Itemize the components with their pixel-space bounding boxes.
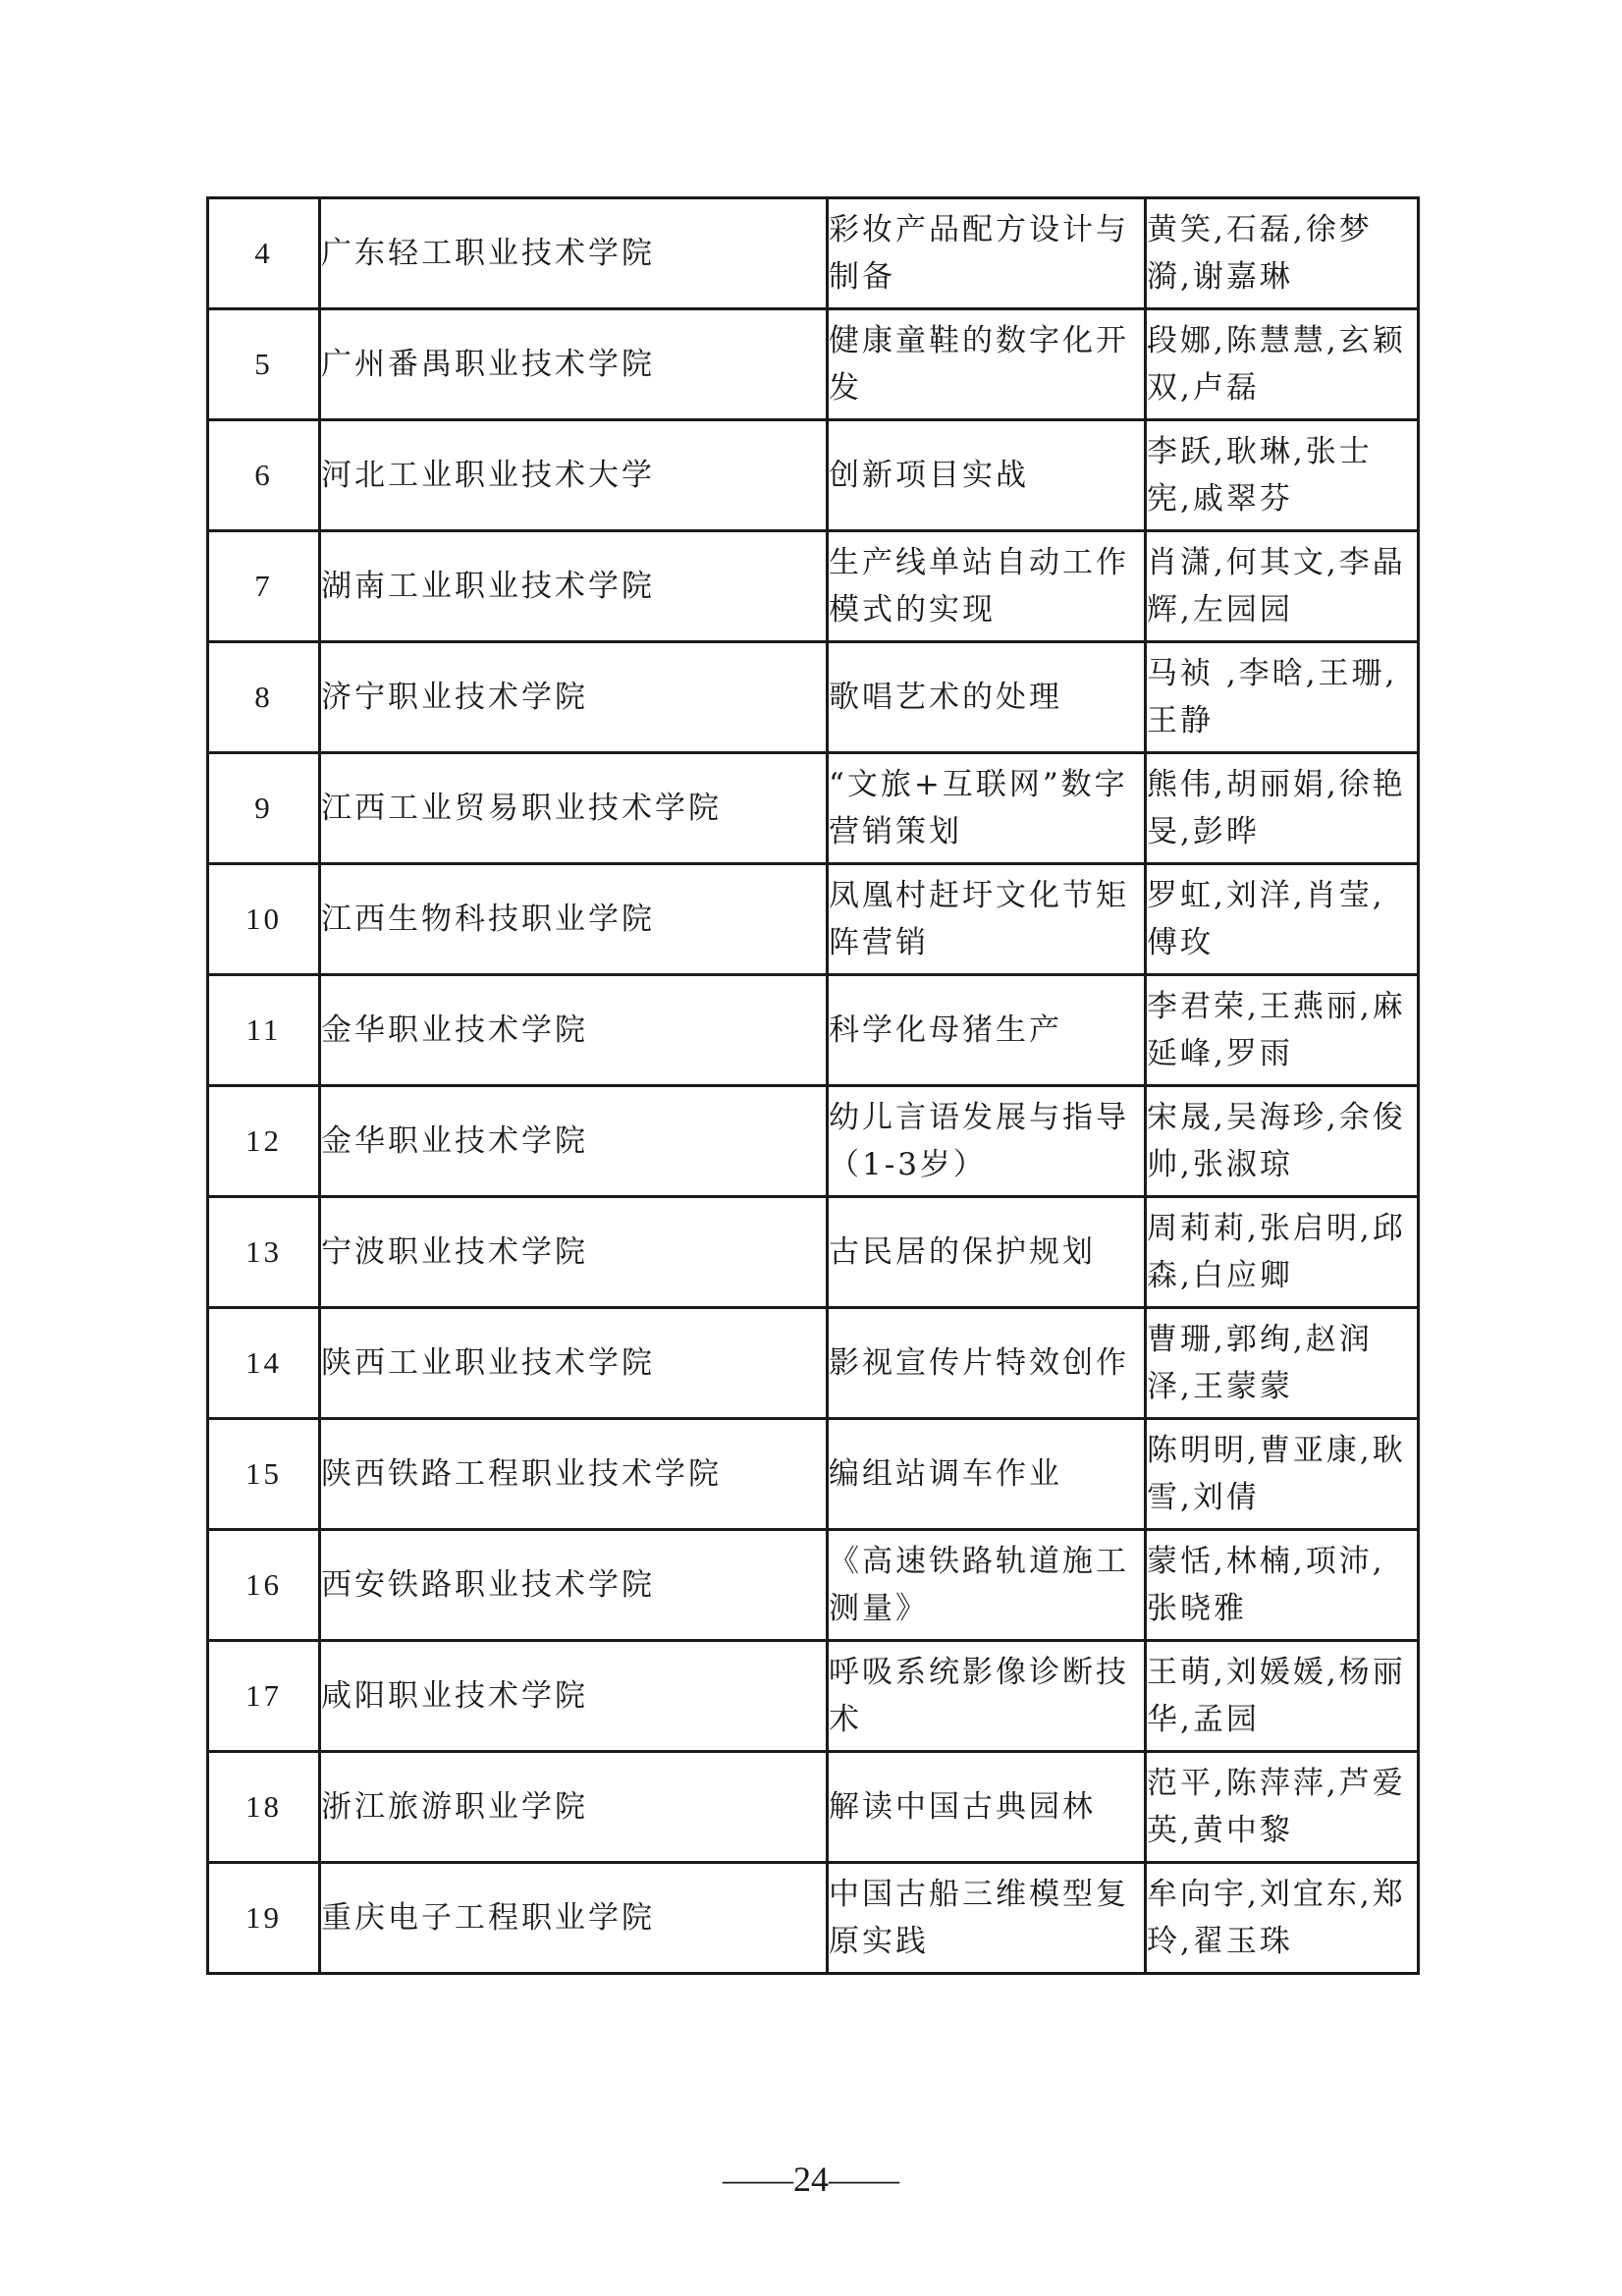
project-name: 生产线单站自动工作模式的实现 <box>829 545 1129 628</box>
project-name: 古民居的保护规划 <box>829 1234 1096 1270</box>
team-members: 熊伟,胡丽娟,徐艳旻,彭晔 <box>1147 767 1406 849</box>
project-name-cell <box>828 1308 1146 1419</box>
table-row <box>208 753 1419 864</box>
school-name: 金华职业技术学院 <box>321 1123 588 1159</box>
project-name-cell <box>828 975 1146 1086</box>
table-row <box>208 642 1419 753</box>
row-number-cell <box>208 975 320 1086</box>
team-members: 曹珊,郭绚,赵润泽,王蒙蒙 <box>1147 1322 1373 1404</box>
project-name-cell <box>828 309 1146 420</box>
school-name-cell <box>320 1419 828 1530</box>
row-number-cell <box>208 1086 320 1197</box>
project-name: 歌唱艺术的处理 <box>829 680 1062 715</box>
team-members: 罗虹,刘洋,肖莹,傅玫 <box>1147 878 1385 960</box>
team-members-cell <box>1146 1197 1419 1308</box>
team-members: 肖潇,何其文,李晶辉,左园园 <box>1147 545 1406 628</box>
project-name: 健康童鞋的数字化开发 <box>829 323 1129 406</box>
school-name: 河北工业职业技术大学 <box>321 458 655 493</box>
school-name-cell <box>320 1197 828 1308</box>
row-number-cell <box>208 198 320 309</box>
school-name-cell <box>320 1308 828 1419</box>
team-members-cell <box>1146 753 1419 864</box>
project-name: 创新项目实战 <box>829 458 1029 493</box>
row-number-cell <box>208 420 320 531</box>
row-number: 14 <box>245 1345 282 1380</box>
project-name: “文旅+互联网”数字营销策划 <box>829 767 1128 849</box>
school-name: 重庆电子工程职业学院 <box>321 1900 655 1936</box>
project-name-cell <box>828 1752 1146 1863</box>
school-name-cell <box>320 309 828 420</box>
school-name: 广州番禺职业技术学院 <box>321 347 655 382</box>
row-number: 8 <box>254 680 273 714</box>
school-name: 金华职业技术学院 <box>321 1012 588 1048</box>
row-number-cell <box>208 1863 320 1974</box>
project-name: 《高速铁路轨道施工测量》 <box>829 1544 1129 1626</box>
row-number-cell <box>208 309 320 420</box>
row-number: 16 <box>245 1567 282 1602</box>
school-name: 陕西工业职业技术学院 <box>321 1345 655 1381</box>
project-name-cell <box>828 1419 1146 1530</box>
school-name-cell <box>320 975 828 1086</box>
project-name: 科学化母猪生产 <box>829 1012 1062 1048</box>
team-members: 陈明明,曹亚康,耿雪,刘倩 <box>1147 1433 1406 1515</box>
school-name-cell <box>320 531 828 642</box>
row-number: 9 <box>254 791 273 825</box>
school-name: 陕西铁路工程职业技术学院 <box>321 1456 722 1492</box>
school-name-cell <box>320 753 828 864</box>
table-row <box>208 1641 1419 1752</box>
project-name: 编组站调车作业 <box>829 1456 1062 1492</box>
school-name: 浙江旅游职业学院 <box>321 1789 588 1825</box>
row-number: 12 <box>245 1123 282 1158</box>
team-members: 宋晟,吴海珍,余俊帅,张淑琼 <box>1147 1100 1406 1182</box>
row-number-cell <box>208 1197 320 1308</box>
school-name-cell <box>320 1641 828 1752</box>
team-members-cell <box>1146 531 1419 642</box>
project-name-cell <box>828 1863 1146 1974</box>
school-name: 咸阳职业技术学院 <box>321 1678 588 1714</box>
school-name-cell <box>320 864 828 975</box>
table-row <box>208 1197 1419 1308</box>
table-row <box>208 1752 1419 1863</box>
table-row <box>208 1086 1419 1197</box>
table-row <box>208 1308 1419 1419</box>
row-number-cell <box>208 864 320 975</box>
team-members-cell <box>1146 198 1419 309</box>
team-members: 王萌,刘媛媛,杨丽华,孟园 <box>1147 1655 1406 1737</box>
row-number-cell <box>208 531 320 642</box>
table-row <box>208 420 1419 531</box>
school-name: 江西生物科技职业学院 <box>321 902 655 937</box>
project-name: 幼儿言语发展与指导（1-3岁） <box>829 1100 1129 1182</box>
school-name-cell <box>320 1863 828 1974</box>
table-row <box>208 1419 1419 1530</box>
row-number-cell <box>208 1641 320 1752</box>
team-members-cell <box>1146 975 1419 1086</box>
school-name: 济宁职业技术学院 <box>321 680 588 715</box>
row-number: 15 <box>245 1456 282 1491</box>
school-name: 江西工业贸易职业技术学院 <box>321 791 722 826</box>
project-name: 解读中国古典园林 <box>829 1789 1096 1825</box>
project-name-cell <box>828 864 1146 975</box>
row-number: 7 <box>254 569 273 603</box>
team-members-cell <box>1146 1086 1419 1197</box>
school-name-cell <box>320 198 828 309</box>
table-row <box>208 1530 1419 1641</box>
team-members-cell <box>1146 864 1419 975</box>
project-name: 中国古船三维模型复原实践 <box>829 1877 1129 1959</box>
project-name-cell <box>828 642 1146 753</box>
team-members-cell <box>1146 1530 1419 1641</box>
team-members-cell <box>1146 1308 1419 1419</box>
school-name-cell <box>320 1752 828 1863</box>
team-members: 黄笑,石磊,徐梦漪,谢嘉琳 <box>1147 212 1373 295</box>
row-number-cell <box>208 1752 320 1863</box>
team-members: 范平,陈萍萍,芦爱英,黄中黎 <box>1147 1766 1406 1848</box>
team-members: 牟向宇,刘宜东,郑玲,翟玉珠 <box>1147 1877 1406 1959</box>
project-name-cell <box>828 1641 1146 1752</box>
row-number-cell <box>208 753 320 864</box>
team-members: 蒙恬,林楠,项沛,张晓雅 <box>1147 1544 1385 1626</box>
team-members: 李跃,耿琳,张士宪,戚翠芬 <box>1147 434 1373 517</box>
team-members-cell <box>1146 1863 1419 1974</box>
row-number-cell <box>208 642 320 753</box>
row-number: 11 <box>245 1012 282 1047</box>
team-members-cell <box>1146 309 1419 420</box>
row-number: 18 <box>245 1789 282 1824</box>
project-name: 呼吸系统影像诊断技术 <box>829 1655 1129 1737</box>
school-name-cell <box>320 1530 828 1641</box>
school-name-cell <box>320 420 828 531</box>
team-members: 周莉莉,张启明,邱森,白应卿 <box>1147 1211 1406 1293</box>
project-name-cell <box>828 1086 1146 1197</box>
row-number-cell <box>208 1308 320 1419</box>
project-name: 彩妆产品配方设计与制备 <box>829 212 1129 295</box>
school-name-cell <box>320 642 828 753</box>
row-number: 5 <box>254 347 273 381</box>
table-row <box>208 864 1419 975</box>
school-name-cell <box>320 1086 828 1197</box>
row-number: 10 <box>245 902 282 936</box>
row-number: 6 <box>254 458 273 492</box>
project-name-cell <box>828 420 1146 531</box>
project-name-cell <box>828 1197 1146 1308</box>
row-number-cell <box>208 1530 320 1641</box>
project-name-cell <box>828 198 1146 309</box>
team-members: 段娜,陈慧慧,玄颖双,卢磊 <box>1147 323 1406 406</box>
school-name: 宁波职业技术学院 <box>321 1234 588 1270</box>
project-name-cell <box>828 753 1146 864</box>
table-body <box>208 198 1419 1974</box>
table-row <box>208 309 1419 420</box>
team-members-cell <box>1146 1641 1419 1752</box>
project-name: 凤凰村赶圩文化节矩阵营销 <box>829 878 1129 960</box>
table-row <box>208 975 1419 1086</box>
team-members: 马祯 ,李晗,王珊,王静 <box>1147 656 1398 738</box>
row-number-cell <box>208 1419 320 1530</box>
team-members-cell <box>1146 642 1419 753</box>
project-name-cell <box>828 1530 1146 1641</box>
award-list-table <box>206 196 1420 1975</box>
table-row <box>208 1863 1419 1974</box>
team-members-cell <box>1146 420 1419 531</box>
table-row <box>208 198 1419 309</box>
school-name: 西安铁路职业技术学院 <box>321 1567 655 1603</box>
school-name: 广东轻工职业技术学院 <box>321 236 655 271</box>
table-row <box>208 531 1419 642</box>
project-name-cell <box>828 531 1146 642</box>
row-number: 17 <box>245 1678 282 1713</box>
page-number: ——24—— <box>723 2159 899 2199</box>
school-name: 湖南工业职业技术学院 <box>321 569 655 604</box>
team-members: 李君荣,王燕丽,麻延峰,罗雨 <box>1147 989 1406 1071</box>
row-number: 19 <box>245 1900 282 1935</box>
team-members-cell <box>1146 1419 1419 1530</box>
project-name: 影视宣传片特效创作 <box>829 1345 1129 1381</box>
team-members-cell <box>1146 1752 1419 1863</box>
row-number: 4 <box>254 236 273 270</box>
row-number: 13 <box>245 1234 282 1269</box>
